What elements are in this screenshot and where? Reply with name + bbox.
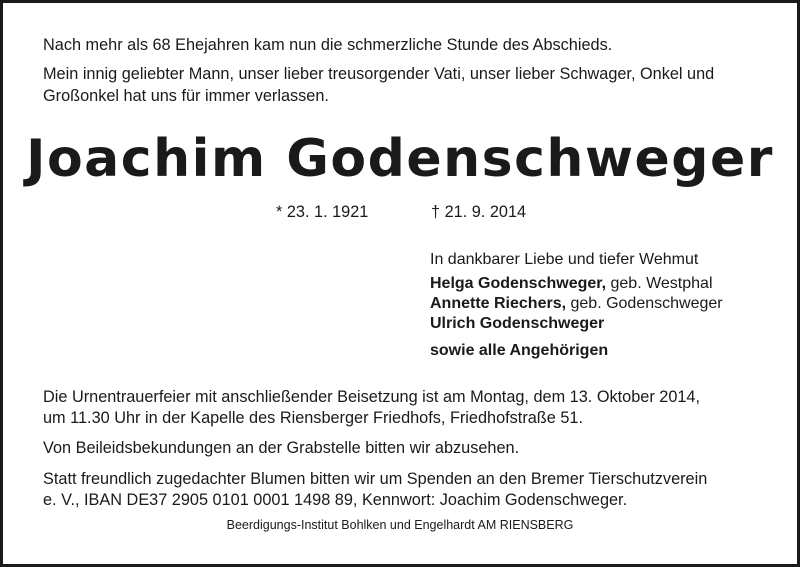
ceremony-line-2: um 11.30 Uhr in der Kapelle des Riensberger Friedhofs, Friedhofstraße 51. <box>43 409 583 427</box>
mourner-name: Helga Godenschweger, <box>430 275 607 292</box>
intro-text: Nach mehr als 68 Ehejahren kam nun die schmerzliche Stunde des Abschieds. <box>43 36 613 54</box>
message-line-1: Mein innig geliebter Mann, unser lieber treusorgender Vati, unser lieber Schwager, Onkel und <box>43 65 715 83</box>
mourners-intro: In dankbarer Liebe und tiefer Wehmut <box>430 251 699 268</box>
message-line-2: Großonkel hat uns für immer verlassen. <box>43 87 329 105</box>
mourner-line <box>430 273 713 295</box>
condolence-note: Von Beileidsbekundungen an der Grabstelle bitten wir abzusehen. <box>43 439 520 457</box>
mourner-line <box>430 313 604 335</box>
mourner-note: geb. Godenschweger <box>566 295 723 312</box>
donation-line-2: e. V., IBAN DE37 2905 0101 0001 1498 89, Kennwort: Joachim Godenschweger. <box>43 491 628 509</box>
mourner-line <box>430 293 723 315</box>
mourner-note: geb. Westphal <box>606 275 713 292</box>
mourner-name: Annette Riechers, <box>430 295 567 312</box>
donation-line-1: Statt freundlich zugedachter Blumen bitten wir um Spenden an den Bremer Tierschutzverein <box>43 470 708 488</box>
ceremony-line-1: Die Urnentrauerfeier mit anschließender Beisetzung ist am Montag, dem 13. Oktober 2014, <box>43 388 701 406</box>
funeral-home: Beerdigungs-Institut Bohlken und Engelhardt AM RIENSBERG <box>226 518 574 532</box>
mourner-name: Ulrich Godenschweger <box>430 315 605 332</box>
other-relatives: sowie alle Angehörigen <box>430 342 609 359</box>
birth-date: * 23. 1. 1921 <box>276 203 369 221</box>
death-date: † 21. 9. 2014 <box>431 203 527 221</box>
deceased-name: Joachim Godenschweger <box>26 129 774 189</box>
